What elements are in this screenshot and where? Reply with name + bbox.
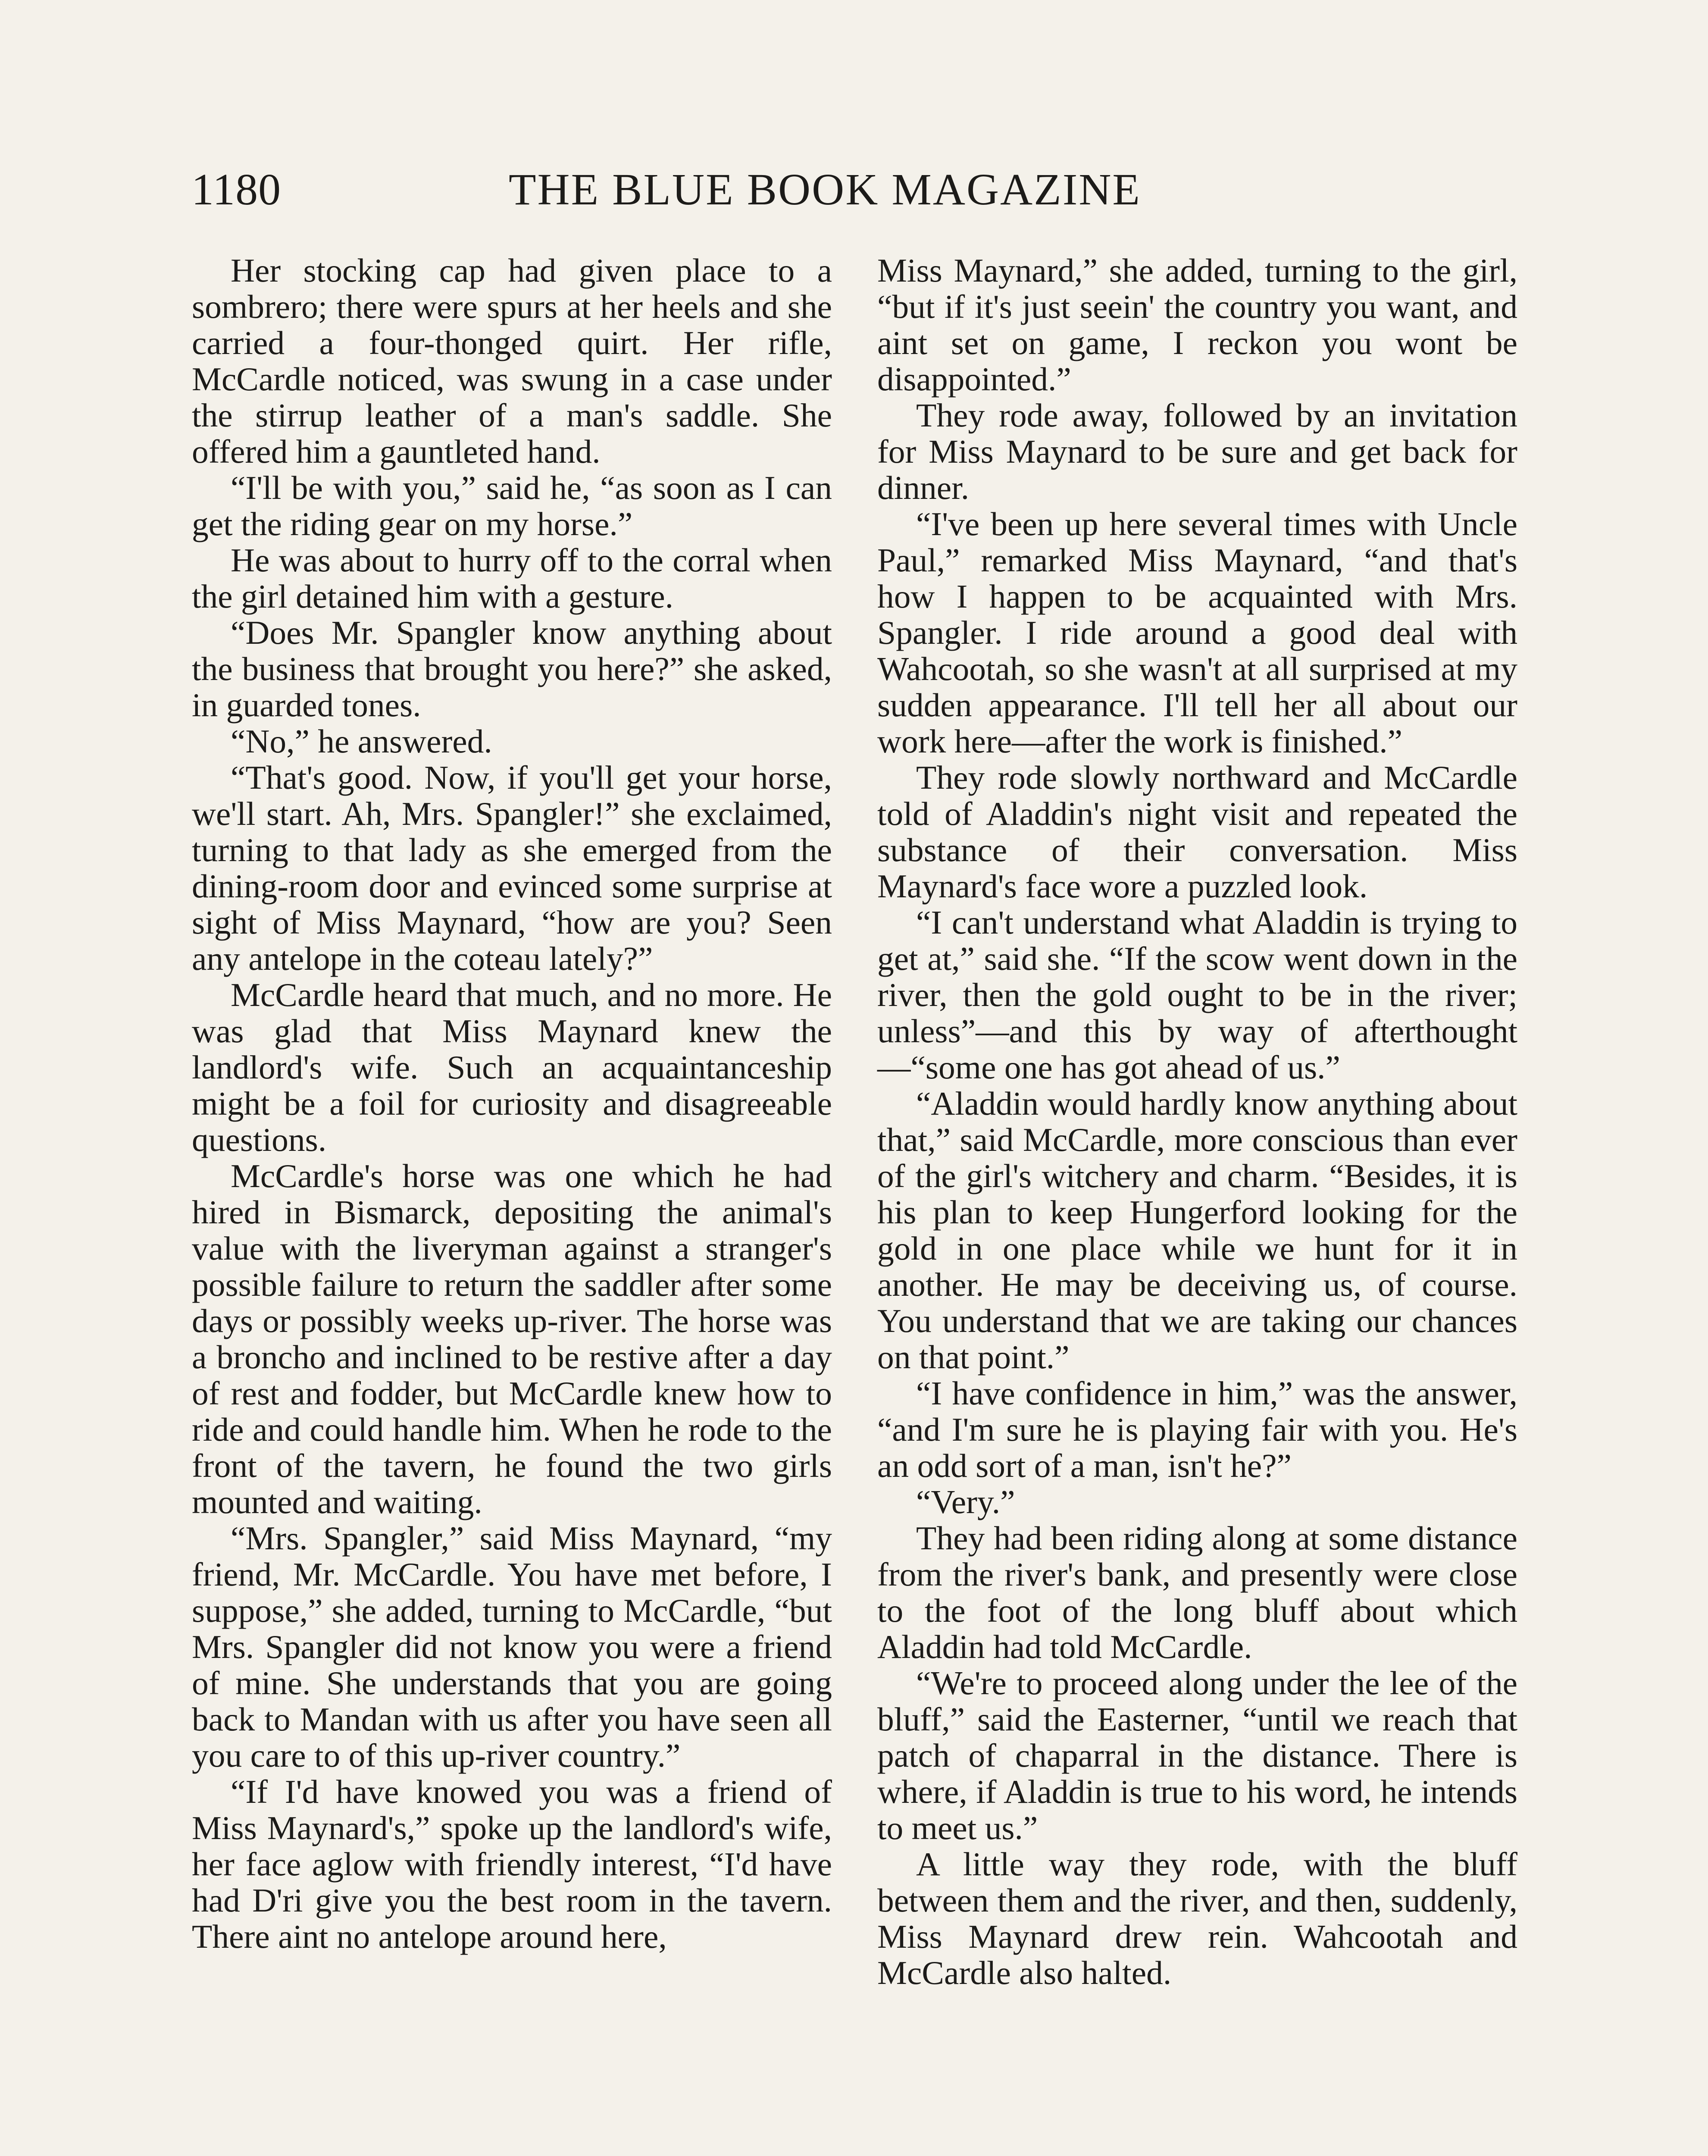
text-column-right: [877, 252, 1517, 1991]
paragraph: “Does Mr. Spangler know anything about the business that brought you here?” she asked, in guarded tones.: [192, 614, 832, 724]
paragraph: “I'll be with you,” said he, “as soon as I can get the riding gear on my horse.”: [192, 469, 832, 542]
paragraph: “No,” he answered.: [231, 723, 492, 760]
paragraph: McCardle's horse was one which he had hired in Bismarck, depositing the animal's value with the liveryman against a stranger's possible failure to return the saddler after some days or possibly weeks up-river. The horse was a broncho and inclined to be restive after a day of rest and fodder, but McCardle knew how to ride and could handle him. When he rode to the front of the tavern, he found the two girls mounted and waiting.: [192, 1157, 832, 1520]
paragraph: McCardle heard that much, and no more. He was glad that Miss Maynard knew the landlord's wife. Such an acquaintanceship might be a foil for curiosity and disagreeable questions.: [192, 976, 832, 1158]
paragraph: They rode slowly northward and McCardle told of Aladdin's night visit and repeated the substance of their conversation. Miss Maynard's face wore a puzzled look.: [877, 759, 1517, 905]
paragraph: “Aladdin would hardly know anything about that,” said McCardle, more conscious than ever of the girl's witchery and charm. “Besides, it is his plan to keep Hungerford looking for the gold in one place while we hunt for it in another. He may be deceiving us, of course. You understand that we are taking our chances on that point.”: [877, 1085, 1517, 1376]
paragraph: “Very.”: [916, 1483, 1015, 1520]
paragraph: A little way they rode, with the bluff between them and the river, and then, suddenly, Miss Maynard drew rein. Wahcootah and McCardle also halted.: [877, 1846, 1517, 1991]
text-column-left: [192, 252, 832, 1955]
paragraph: Miss Maynard,” she added, turning to the girl, “but if it's just seein' the country you want, and aint set on game, I reckon you wont be disappointed.”: [877, 252, 1517, 398]
paragraph: Her stocking cap had given place to a sombrero; there were spurs at her heels and she carried a four-thonged quirt. Her rifle, McCardle noticed, was swung in a case under the stirrup leather of a man's saddle. She offered him a gauntleted hand.: [192, 252, 832, 470]
paragraph: They rode away, followed by an invitation for Miss Maynard to be sure and get back for dinner.: [877, 397, 1517, 506]
paragraph: “I have confidence in him,” was the answer, “and I'm sure he is playing fair with you. He's an odd sort of a man, isn't he?”: [877, 1375, 1517, 1484]
paragraph: They had been riding along at some distance from the river's bank, and presently were close to the foot of the long bluff about which Aladdin had told McCardle.: [877, 1520, 1517, 1665]
paragraph: “That's good. Now, if you'll get your horse, we'll start. Ah, Mrs. Spangler!” she exclaimed, turning to that lady as she emerged from the dining-room door and evinced some surprise at sight of Miss Maynard, “how are you? Seen any antelope in the coteau lately?”: [192, 759, 832, 977]
paragraph: “We're to proceed along under the lee of the bluff,” said the Easterner, “until we reach that patch of chaparral in the distance. There is where, if Aladdin is true to his word, he intends to meet us.”: [877, 1664, 1517, 1846]
running-title: THE BLUE BOOK MAGAZINE: [509, 165, 1141, 214]
paragraph: He was about to hurry off to the corral when the girl detained him with a gesture.: [192, 542, 832, 615]
page-number: 1180: [191, 165, 282, 214]
paragraph: “I can't understand what Aladdin is trying to get at,” said she. “If the scow went down in the river, then the gold ought to be in the river; unless”—and this by way of afterthought—“some one has got ahead of us.”: [877, 904, 1517, 1086]
paragraph: “Mrs. Spangler,” said Miss Maynard, “my friend, Mr. McCardle. You have met before, I suppose,” she added, turning to McCardle, “but Mrs. Spangler did not know you were a friend of mine. She understands that you are going back to Mandan with us after you have seen all you care to of this up-river country.”: [192, 1520, 832, 1774]
paragraph: “If I'd have knowed you was a friend of Miss Maynard's,” spoke up the landlord's wife, her face aglow with friendly interest, “I'd have had D'ri give you the best room in the tavern. There aint no antelope around here,: [192, 1773, 832, 1955]
paragraph: “I've been up here several times with Uncle Paul,” remarked Miss Maynard, “and that's how I happen to be acquainted with Mrs. Spangler. I ride around a good deal with Wahcootah, so she wasn't at all surprised at my sudden appearance. I'll tell her all about our work here—after the work is finished.”: [877, 505, 1517, 760]
